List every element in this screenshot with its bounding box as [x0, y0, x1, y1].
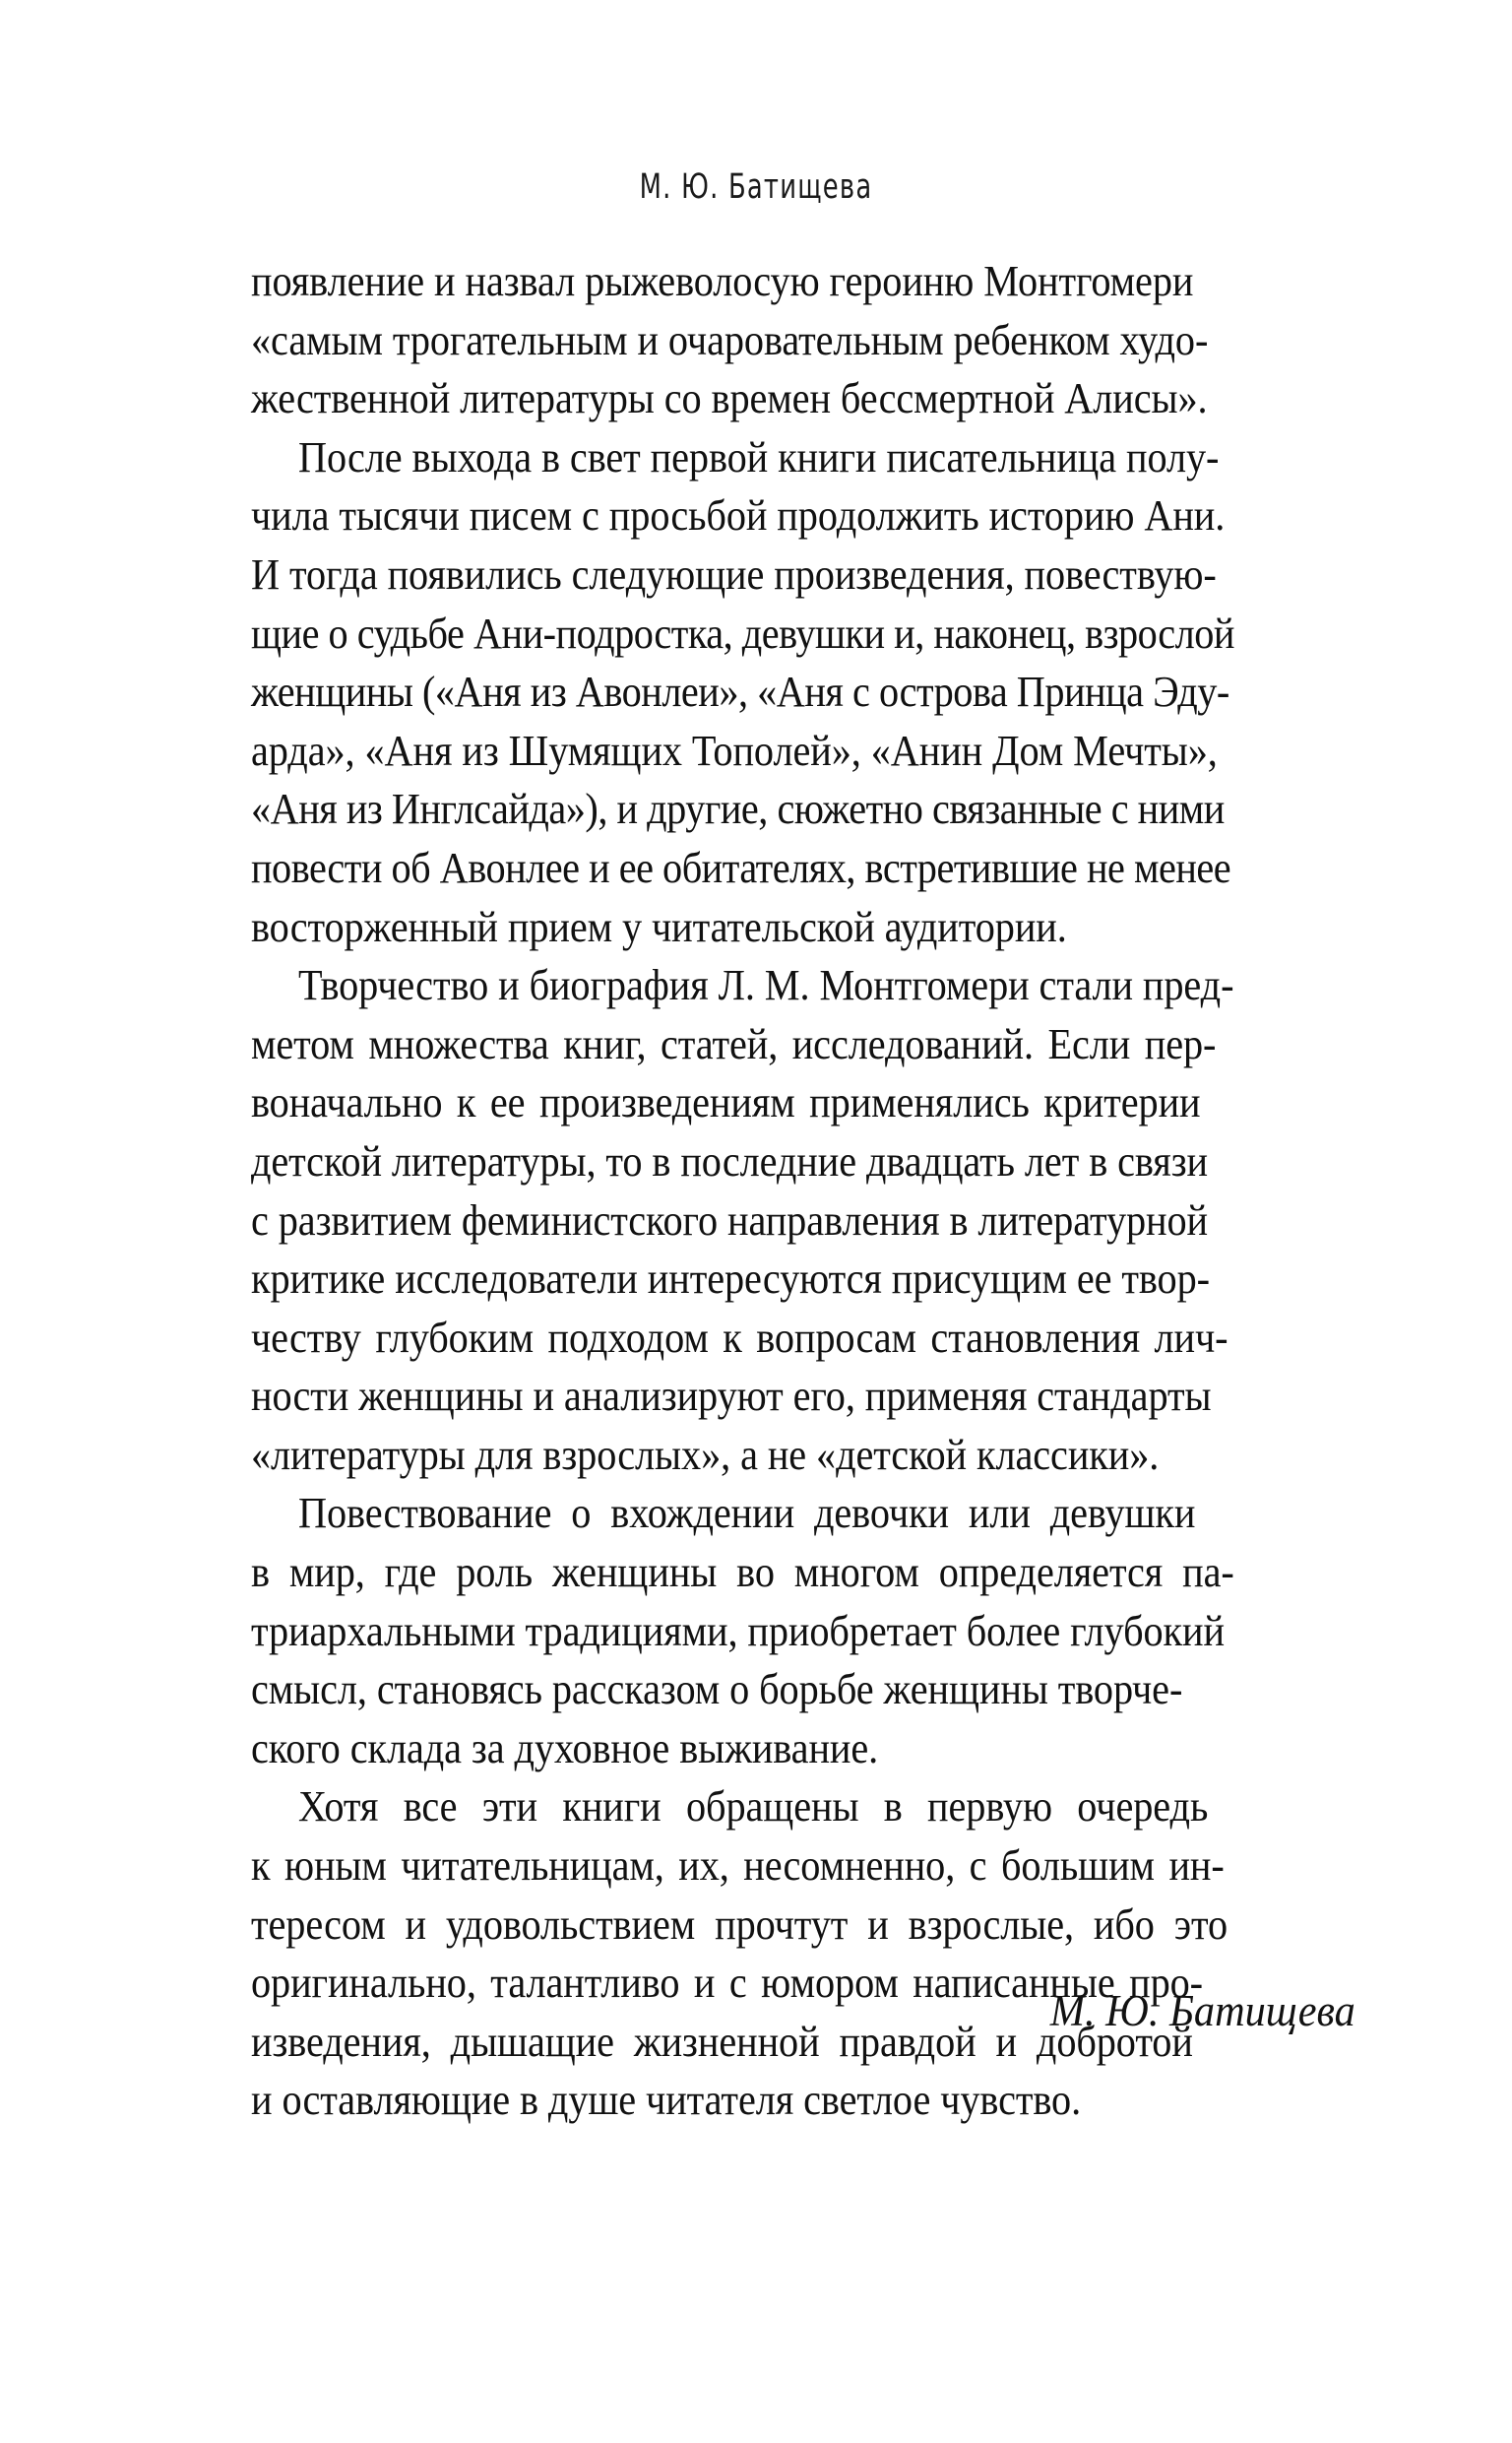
text-line: честву глубоким подходом к вопросам становления лич- — [251, 1312, 1228, 1362]
text-line: женщины («Аня из Авонлеи», «Аня с острова Принца Эду- — [251, 667, 1229, 717]
text-line: триархальными традициями, приобретает более глубокий — [251, 1605, 1225, 1655]
text-line: Повествование о вхождении девочки или девушки — [297, 1488, 1196, 1538]
text-line: После выхода в свет первой книги писательница полу- — [297, 431, 1220, 482]
text-line: повести об Авонлее и ее обитателях, встретившие не менее — [251, 842, 1231, 892]
text-line: жественной литературы со времен бессмертной Алисы». — [251, 373, 1208, 423]
text-line: в мир, где роль женщины во многом определяется па- — [251, 1547, 1234, 1597]
text-line: и оставляющие в душе читателя светлое чувство. — [251, 2075, 1082, 2125]
author-signature — [251, 1981, 1355, 2040]
text-line: тересом и удовольствием прочтут и взрослые, ибо это — [251, 1898, 1228, 1949]
author-signature-text: М. Ю. Батищева — [1050, 1986, 1355, 2035]
text-line: ности женщины и анализируют его, применяя стандарты — [251, 1371, 1212, 1421]
text-line: щие о судьбе Ани-подростка, девушки и, наконец, взрослой — [251, 608, 1234, 658]
text-line: изведения, дышащие жизненной правдой и добротой — [251, 2016, 1193, 2066]
text-line: «самым трогательным и очаровательным ребенком худо- — [251, 314, 1209, 364]
text-line: «литературы для взрослых», а не «детской классики». — [251, 1429, 1160, 1479]
text-line: детской литературы, то в последние двадцать лет в связи — [251, 1135, 1208, 1186]
text-line: с развитием феминистского направления в литературной — [251, 1194, 1209, 1245]
text-line: Творчество и биография Л. М. Монтгомери стали пред- — [297, 960, 1234, 1010]
text-line: восторженный прием у читательской аудитории. — [251, 901, 1067, 951]
text-line: «Аня из Инглсайда»), и другие, сюжетно связанные с ними — [251, 784, 1225, 834]
running-head-author: М. Ю. Батищева — [639, 167, 873, 207]
text-line: И тогда появились следующие произведения, повествую- — [251, 548, 1217, 599]
text-line: критике исследователи интересуются присущим ее твор- — [251, 1254, 1210, 1304]
text-line: метом множества книг, статей, исследований. Если пер- — [251, 1018, 1217, 1068]
text-line: Хотя все эти книги обращены в первую очередь — [297, 1781, 1209, 1832]
text-line: ского склада за духовное выживание. — [251, 1722, 879, 1772]
text-line: оригинально, талантливо и с юмором написанные про- — [251, 1958, 1204, 2008]
text-line: воначально к ее произведениям применялись критерии — [251, 1077, 1201, 1127]
text-line: чила тысячи писем с просьбой продолжить историю Ани. — [251, 490, 1226, 541]
text-line: смысл, становясь рассказом о борьбе женщины творче- — [251, 1664, 1183, 1714]
text-line: арда», «Аня из Шумящих Тополей», «Анин Дом Мечты», — [251, 725, 1218, 775]
body-text-block — [251, 252, 1355, 2130]
text-line: появление и назвал рыжеволосую героиню Монтгомери — [251, 256, 1194, 305]
text-line: к юным читательницам, их, несомненно, с большим ин- — [251, 1840, 1225, 1891]
